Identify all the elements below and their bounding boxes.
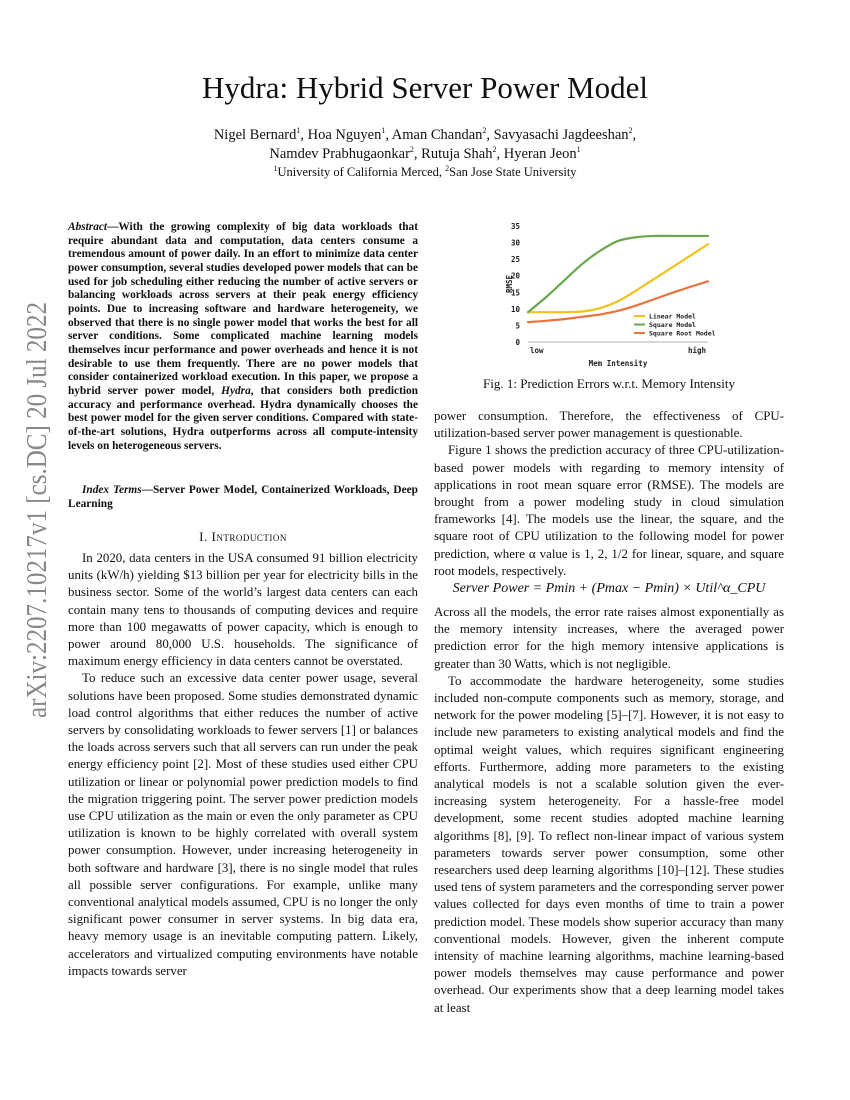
author-sup: 1 [381,126,386,136]
author-sup: 2 [409,145,414,155]
author-sup: 1 [576,145,581,155]
right-column-body [434,604,784,1017]
affil-sup: 1 [273,163,278,173]
x-tick-label: high [687,346,706,355]
y-axis-label: RMSE [505,274,514,294]
author-sup: 2 [628,126,633,136]
affil-sup: 2 [445,163,450,173]
figure-1-chart [498,218,718,370]
equation: Server Power = Pmin + (Pmax − Pmin) × Util^α_CPU [452,581,766,596]
paragraph: To reduce such an excessive data center power usage, several solutions have been proposed. Some studies demonstrated dynamic load control algorithms that either reduces the number of active servers by consolidating workloads to fewer servers [1] or balances the loads across servers such that all servers can run under the peak energy efficiency point [2]. Most of these studies used either CPU utilization or linear or polynomial power prediction models to find the migration triggering point. The server power prediction models use CPU utilization as the main or even the only parameter as CPU utilization is known to be highly correlated with overall system power consumption. However, under increasing heterogeneity in both software and hardware [3], there is no single model that rules all possible server configurations. For example, unlike many conventional analytical models assumed, CPU is no longer the only significant power consumer in server systems. In big data era, heavy memory usage is an inevitable computing pattern. Likely, accelerators and virtualized computing environments have notable impacts towards server [68,671,418,978]
figure-caption: Fig. 1: Prediction Errors w.r.t. Memory Intensity [483,376,735,391]
legend-entry: Square Root Model [649,329,716,338]
abstract [68,221,418,453]
arxiv-identifier: arXiv:2207.10217v1 [cs.DC] 20 Jul 2022 [21,300,53,718]
paragraph: Across all the models, the error rate raises almost exponentially as the memory intensity increases, where the averaged power prediction error for the high memory intensive applications is greater than 30 Watts, which is not negligible. [434,605,784,671]
right-column-top [434,408,784,580]
index-terms-text: —Server Power Model, Containerized Workloads, Deep Learning [68,484,418,510]
y-tick-label: 15 [510,288,520,298]
abstract-label: Abstract [68,221,108,233]
paragraph: Figure 1 shows the prediction accuracy of three CPU-utilization-based power models with regarding to memory intensity of applications in root mean square error (RMSE). The models are brought from a power modeling study in cloud simulation frameworks [4]. The models use the linear, the square, and the square root of CPU utilization to the following model for power prediction, where α value is 1, 2, 1/2 for linear, square, and square root models, respectively. [434,443,784,578]
x-tick-label: low [530,346,544,355]
author-sup: 2 [492,145,497,155]
paragraph: In 2020, data centers in the USA consumed 91 billion electricity units (kW/h) yielding $13 billion per year for electricity bills in the business sector. Some of the world’s largest data centers can each contain many tens to thousands of computing devices and require more than 100 megawatts of power capacity, which is enough to power around 80,000 U.S. households. The significance of maximum energy efficiency in data centers cannot be overstated. [68,551,418,669]
author-sup: 2 [482,126,487,136]
author: Hyeran Jeon [503,146,577,162]
section-heading: I. Introduction [199,529,287,544]
authors-line-1: Nigel Bernard$^1$, Hoa Nguyen$^1$, Aman Chandan$^2$, Savyasachi Jagdeeshan$^2$, [213,126,637,143]
y-tick-label: 20 [510,271,520,281]
author: Hoa Nguyen [307,127,382,143]
left-column-body [68,550,418,980]
series-line-linear-model [528,244,708,312]
arxiv-sidebar [8,300,58,720]
paper-title: Hydra: Hybrid Server Power Model [202,70,648,105]
author: Aman Chandan [391,127,483,143]
legend-entry: Square Model [649,321,696,329]
y-tick-label: 30 [510,238,520,248]
chart-svg [498,218,718,370]
arxiv-sidebar-svg [8,300,58,720]
affiliation: University of California Merced [277,165,439,179]
paragraph: To accommodate the hardware heterogeneity, some studies included non-compute components such as memory, storage, and network for the power modeling [5]–[7]. However, it is not easy to include new parameters to existing analytical models and find the optimal weight values, which requires significant engineering efforts. Furthermore, adding more parameters to the existing analytical models is not a scalable solution given the ever-increasing system heterogeneity. For a hassle-free model development, some recent studies adopted machine learning algorithms [8], [9]. To reflect non-linear impact of various system parameters towards server power consumption, some other researchers used deep learning algorithms [10]–[12]. These studies used tens of system parameters and the corresponding server power values collected for days even months of time to train a power prediction model. These models show superior accuracy than many conventional models. However, given the inherent compute intensity of machine learning algorithms, machine learning-based power models themselves may cause performance and power overhead. Our experiments show that a deep learning model takes at least [434,673,784,1015]
y-tick-label: 10 [510,304,520,314]
legend-entry: Linear Model [649,312,696,321]
author: Savyasachi Jagdeeshan [493,127,629,143]
paragraph: power consumption. Therefore, the effectiveness of CPU-utilization-based server power management is questionable. [434,409,784,441]
abstract-text-1: —With the growing complexity of big data workloads that require abundant data and computation, data centers consume a tremendous amount of power daily. In an effort to minimize data center power consumption, several studies developed power models that can be used for job scheduling either reducing the number of active servers or balancing workloads across servers at their peak energy efficiency points. Due to increasing software and hardware heterogeneity, we observed that there is no single power model that works the best for all server conditions. Some complicated machine learning models themselves incur performance and power overheads and hence it is not desirable to use them frequently. There are no power models that consider containerized workload execution. In this paper, we propose a hybrid server power model, [68,221,418,397]
authors-line-2: Namdev Prabhugaonkar$^2$, Rutuja Shah$^2$, Hyeran Jeon$^1$ [269,145,581,162]
author: Rutuja Shah [421,146,493,162]
index-terms [68,484,418,511]
abstract-hydra: Hydra [221,384,251,397]
abstract-text-2: , that considers both prediction accuracy and performance overhead. Hydra dynamically chooses the best power model for the given server conditions. Compared with state-of-the-art solutions, Hydra outperforms across all compute-intensity levels on heterogeneous servers. [68,384,418,452]
author: Namdev Prabhugaonkar [269,146,410,162]
affiliation: San Jose State University [449,165,577,179]
author: Nigel Bernard [213,127,297,143]
y-tick-label: 35 [510,222,520,231]
y-tick-label: 5 [515,321,520,331]
y-tick-label: 0 [515,338,520,347]
x-axis-label: Mem Intensity [588,359,648,368]
author-sup: 1 [296,126,301,136]
y-tick-label: 25 [510,255,520,265]
index-terms-label: Index Terms [82,484,142,496]
affiliations: $^1$University of California Merced, $^2$San Jose State University [273,163,577,179]
